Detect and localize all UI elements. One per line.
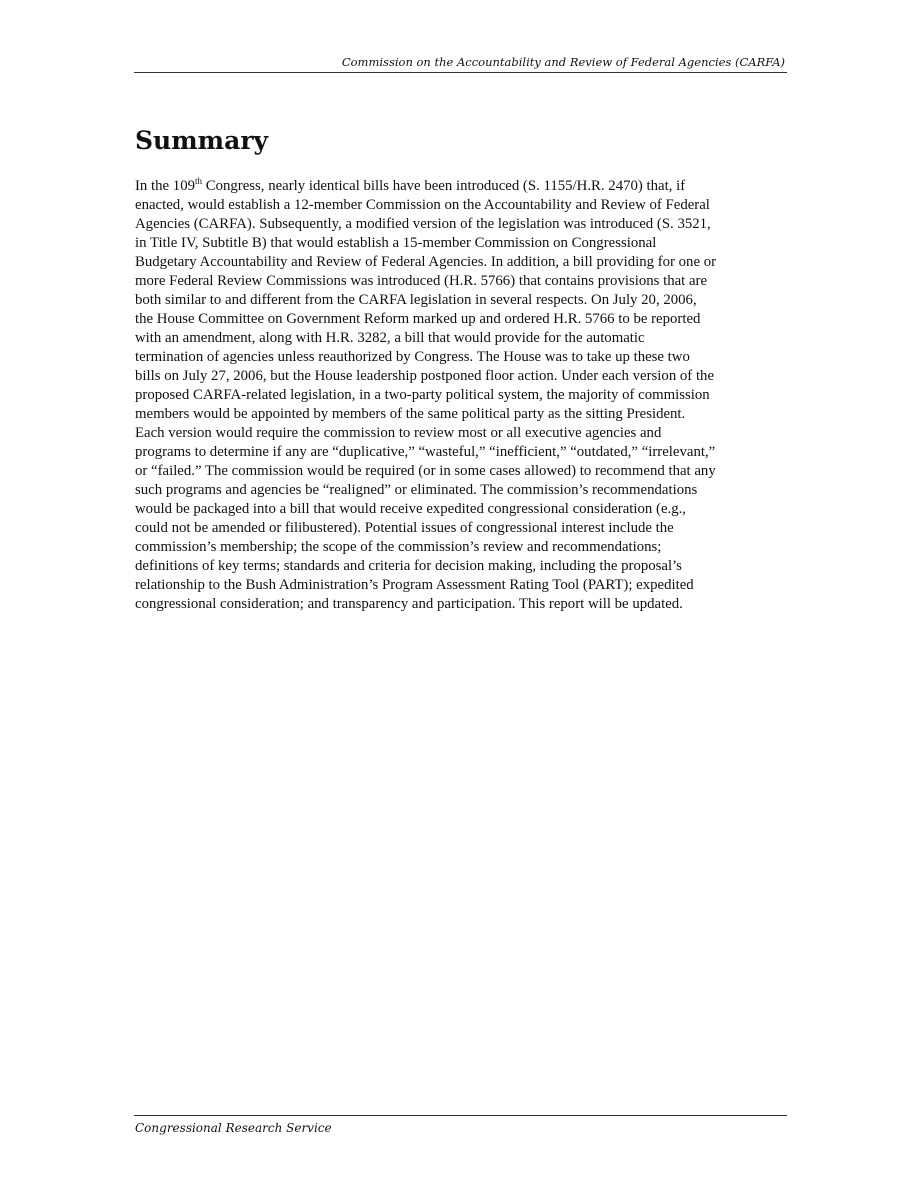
- summary-line: in Title IV, Subtitle B) that would establish a 15-member Commission on Congressional: [135, 235, 657, 251]
- summary-paragraph: [135, 177, 795, 614]
- summary-line: proposed CARFA-related legislation, in a two-party political system, the majority of commission: [135, 387, 710, 403]
- summary-line: would be packaged into a bill that would receive expedited congressional consideration (e.g.,: [135, 501, 687, 517]
- summary-line: or “failed.” The commission would be required (or in some cases allowed) to recommend that any: [135, 463, 716, 479]
- summary-line: such programs and agencies be “realigned” or eliminated. The commission’s recommendations: [135, 482, 698, 498]
- summary-line: the House Committee on Government Reform marked up and ordered H.R. 5766 to be reported: [135, 311, 701, 327]
- summary-line: Agencies (CARFA). Subsequently, a modified version of the legislation was introduced (S. 3521,: [135, 216, 711, 232]
- running-header-title: Commission on the Accountability and Review of Federal Agencies (CARFA): [341, 55, 785, 69]
- page-header: [134, 54, 787, 73]
- summary-line: bills on July 27, 2006, but the House leadership postponed floor action. Under each version of the: [135, 368, 715, 384]
- summary-line: Each version would require the commission to review most or all executive agencies and: [135, 425, 662, 441]
- summary-line: programs to determine if any are “duplicative,” “wasteful,” “inefficient,” “outdated,” “irrelevant,”: [135, 444, 716, 460]
- summary-line: members would be appointed by members of the same political party as the sitting President.: [135, 406, 686, 422]
- section-title: Summary: [135, 126, 269, 155]
- summary-line: both similar to and different from the CARFA legislation in several respects. On July 20, 2006,: [135, 292, 697, 308]
- summary-line: Budgetary Accountability and Review of Federal Agencies. In addition, a bill providing for one or: [135, 254, 717, 270]
- page-footer: [134, 1115, 787, 1135]
- summary-line: termination of agencies unless reauthorized by Congress. The House was to take up these two: [135, 349, 690, 365]
- summary-line: enacted, would establish a 12-member Commission on the Accountability and Review of Federal: [135, 197, 710, 213]
- intro-text-continued: Congress, nearly identical bills have been introduced (S. 1155/H.R. 2470) that, if: [202, 178, 686, 194]
- summary-line: congressional consideration; and transparency and participation. This report will be updated.: [135, 596, 683, 612]
- summary-line: [135, 177, 795, 196]
- summary-line: could not be amended or filibustered). Potential issues of congressional interest include the: [135, 520, 674, 536]
- summary-line: relationship to the Bush Administration’s Program Assessment Rating Tool (PART); expedited: [135, 577, 694, 593]
- intro-text: In the 109: [135, 178, 195, 194]
- summary-line: definitions of key terms; standards and criteria for decision making, including the proposal’s: [135, 558, 682, 574]
- footer-organization: Congressional Research Service: [135, 1121, 332, 1135]
- summary-line: with an amendment, along with H.R. 3282, a bill that would provide for the automatic: [135, 330, 645, 346]
- summary-line: more Federal Review Commissions was introduced (H.R. 5766) that contains provisions that are: [135, 273, 708, 289]
- summary-line: commission’s membership; the scope of the commission’s review and recommendations;: [135, 539, 662, 555]
- ordinal-superscript: th: [195, 176, 203, 186]
